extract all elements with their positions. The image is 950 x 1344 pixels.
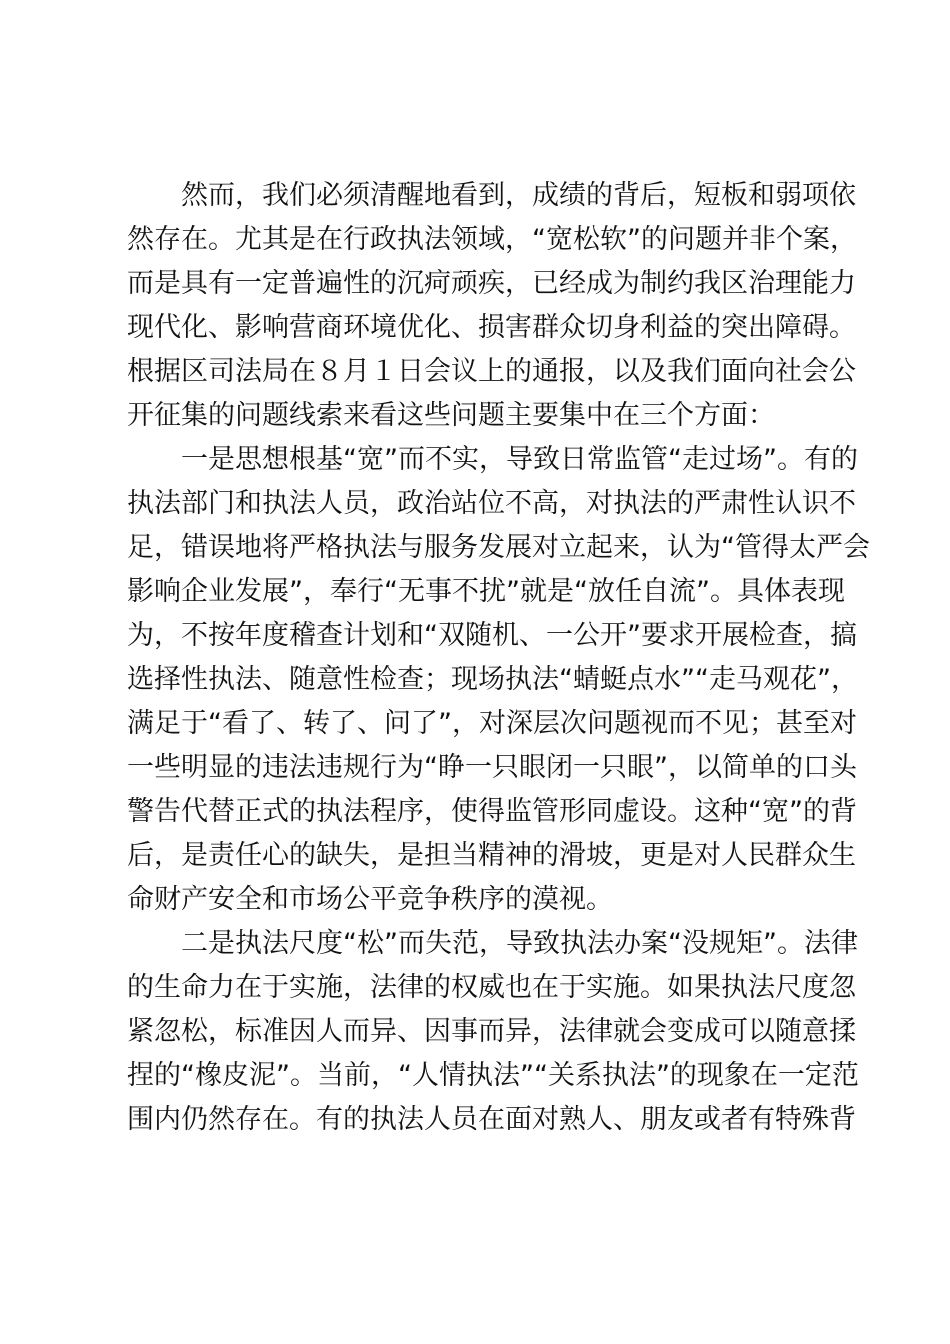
text-line: 开征集的问题线索来看这些问题主要集中在三个方面： [127,400,775,431]
text-line: 执法部门和执法人员，政治站位不高，对执法的严肃性认识不 [127,488,856,519]
text-line: 捏的“橡皮泥”。当前，“人情执法”“关系执法”的现象在一定范 [127,1060,859,1091]
text-line: 然而，我们必须清醒地看到，成绩的背后，短板和弱项依 [181,180,856,211]
text-line: 警告代替正式的执法程序，使得监管形同虚设。这种“宽”的背 [127,796,857,827]
text-line: 围内仍然存在。有的执法人员在面对熟人、朋友或者有特殊背 [127,1104,856,1135]
text-line: 选择性执法、随意性检查；现场执法“蜻蜓点水”“走马观花”， [127,664,858,695]
text-line: 后，是责任心的缺失，是担当精神的滑坡，更是对人民群众生 [127,840,856,871]
text-line: 然存在。尤其是在行政执法领域，“宽松软”的问题并非个案， [127,224,857,255]
document-body [127,174,870,1142]
text-line: 影响企业发展”，奉行“无事不扰”就是“放任自流”。具体表现 [127,576,845,607]
text-line: 根据区司法局在８月１日会议上的通报，以及我们面向社会公 [127,356,856,387]
text-line: 一是思想根基“宽”而不实，导致日常监管“走过场”。有的 [181,444,858,475]
text-line: 命财产安全和市场公平竞争秩序的漠视。 [127,884,613,915]
text-line: 而是具有一定普遍性的沉疴顽疾，已经成为制约我区治理能力 [127,268,856,299]
text-line: 二是执法尺度“松”而失范，导致执法办案“没规矩”。法律 [181,928,858,959]
text-line: 足，错误地将严格执法与服务发展对立起来，认为“管得太严会 [127,532,870,563]
text-line: 一些明显的违法违规行为“睁一只眼闭一只眼”，以简单的口头 [127,752,857,783]
text-line: 现代化、影响营商环境优化、损害群众切身利益的突出障碍。 [127,312,856,343]
text-line: 满足于“看了、转了、问了”，对深层次问题视而不见；甚至对 [127,708,857,739]
paragraph-3 [127,922,859,1142]
text-line: 紧忽松，标准因人而异、因事而异，法律就会变成可以随意揉 [127,1016,856,1047]
paragraph-1 [127,174,857,438]
paragraph-2 [127,438,870,922]
text-line: 的生命力在于实施，法律的权威也在于实施。如果执法尺度忽 [127,972,856,1003]
text-line: 为，不按年度稽查计划和“双随机、一公开”要求开展检查，搞 [127,620,857,651]
